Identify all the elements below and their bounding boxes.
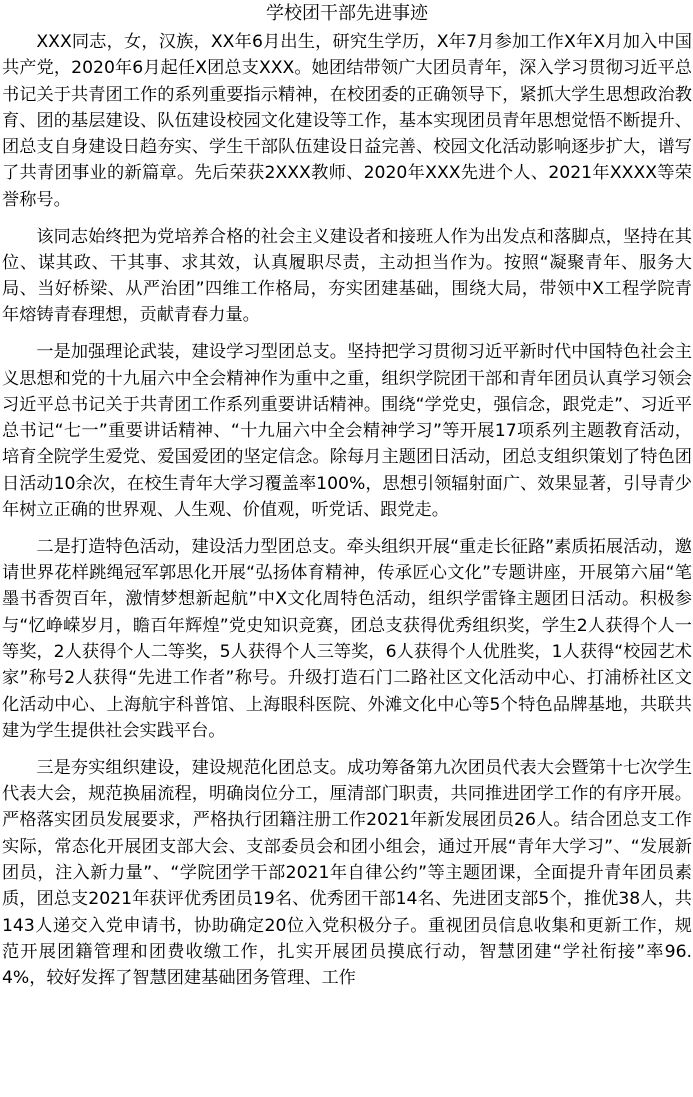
paragraph-theory: 一是加强理论武装，建设学习型团总支。坚持把学习贯彻习近平新时代中国特色社会主义思想和党的十九届六中全会精神作为重中之重，组织学院团干部和青年团员认真学习领会习近平总书记关于共青团工作系列重要讲话精神。围绕“学党史，强信念，跟党走”、习近平总书记“七一”重要讲话精神、“十九届六中全会精神学习”等开展17项系列主题教育活动，培育全院学生爱党、爱国爱团的坚定信念。除每月主题团日活动，团总支组织策划了特色团日活动10余次，在校生青年大学习覆盖率100%，思想引领辐射面广、效果显著，引导青少年树立正确的世界观、人生观、价值观，听党话、跟党走。 bbox=[2, 342, 692, 521]
document-title: 学校团干部先进事迹 bbox=[266, 3, 428, 24]
paragraph-organization: 三是夯实组织建设，建设规范化团总支。成功筹备第九次团员代表大会暨第十七次学生代表大会，规范换届流程，明确岗位分工，厘清部门职责，共同推进团学工作的有序开展。严格落实团员发展要求，严格执行团籍注册工作2021年新发展团员26人。结合团总支工作实际，常态化开展团支部大会、支部委员会和团小组会，通过开展“青年大学习”、“发展新团员，注入新力量”、“学院团学干部2021年自律公约”等主题团课，全面提升青年团员素质，团总支2021年获评优秀团员19名、优秀团干部14名、先进团支部5个，推优38人，共143人递交入党申请书，协助确定20位入党积极分子。重视团员信息收集和更新工作，规范开展团籍管理和团费收缴工作，扎实开展团员摸底行动，智慧团建“学社衔接”率96.4%，较好发挥了智慧团建基础团务管理、工作 bbox=[2, 757, 692, 989]
paragraph-activities: 二是打造特色活动，建设活力型团总支。牵头组织开展“重走长征路”素质拓展活动，邀请世界花样跳绳冠军郭思化开展“弘扬体育精神，传承匠心文化”专题讲座，开展第六届“笔墨书香贺百年，激情梦想新起航”中X文化周特色活动，组织学雷锋主题团日活动。积极参与“忆峥嵘岁月，瞻百年辉煌”党史知识竞赛，团总支获得优秀组织奖，学生2人获得个人一等奖，2人获得个人二等奖，5人获得个人三等奖，6人获得个人优胜奖，1人获得“校园艺术家”称号2人获得“先进工作者”称号。升级打造石门二路社区文化活动中心、打浦桥社区文化活动中心、上海航宇科普馆、上海眼科医院、外滩文化中心等5个特色品牌基地，共联共建为学生提供社会实践平台。 bbox=[2, 536, 692, 741]
paragraph-intro: XXX同志，女，汉族，XX年6月出生，研究生学历，X年7月参加工作X年X月加入中国共产党，2020年6月起任X团总支XXX。她团结带领广大团员青年，深入学习贯彻习近平总书记关于共青团工作的系列重要指示精神，在校团委的正确领导下，紧抓大学生思想政治教育、团的基层建设、队伍建设校园文化建设等工作，基本实现团员青年思想觉悟不断提升、团总支自身建设日趋夯实、学生干部队伍建设日益完善、校园文化活动影响逐步扩大，谱写了共青团事业的新篇章。先后荣获2XXX教师、2020年XXX先进个人、2021年XXXX等荣誉称号。 bbox=[2, 32, 692, 210]
paragraph-overview: 该同志始终把为党培养合格的社会主义建设者和接班人作为出发点和落脚点，坚持在其位、谋其政、干其事、求其效，认真履职尽责，主动担当作为。按照“凝聚青年、服务大局、当好桥梁、从严治团”四维工作格局，夯实团建基础，围绕大局，带领中X工程学院青年熔铸青春理想，贡献青春力量。 bbox=[2, 226, 692, 326]
